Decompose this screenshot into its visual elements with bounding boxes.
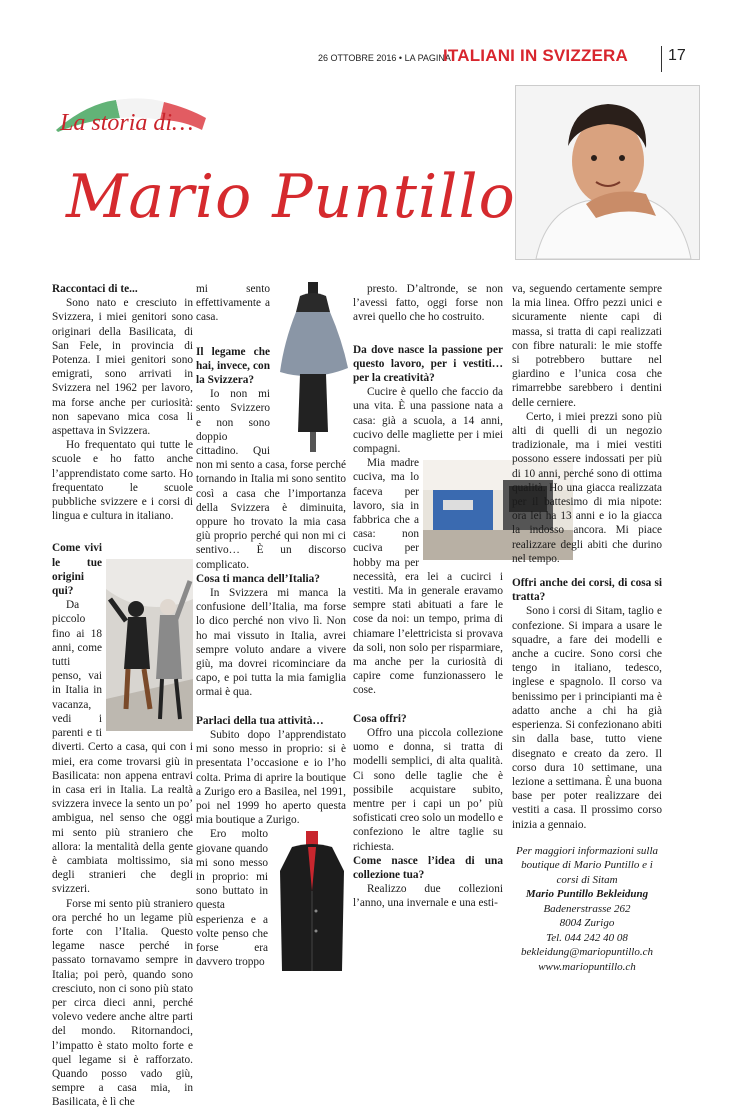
info-intro: Per maggiori informazioni sulla boutique di Mario Puntillo e i corsi di Sitam (515, 844, 659, 886)
question-heading: Cosa ti manca dell’Italia? (196, 572, 320, 585)
paragraph: presto. D’altronde, se non l’avessi fatto, oggi forse non avrei quello che ho costruito. (353, 283, 503, 324)
column-1 (52, 282, 193, 1110)
question-heading: Come nasce l’idea di una collezione tua? (353, 854, 503, 881)
paragraph: Offro una piccola collezione uomo e donna, si tratta di modelli semplici, di alta qualità. Ci sono delle taglie che è possibile acquistare subito, mentre per i capi un po’ più sofisticati creo solo un modello e confeziono le altre taglie su richiesta. (353, 726, 503, 853)
header-publication: LA PAGINA (404, 53, 451, 63)
paragraph: mi sento effettivamente a casa. (196, 283, 270, 324)
info-city: 8004 Zurigo (559, 917, 615, 930)
column-2 (196, 282, 346, 981)
header-section: ITALIANI IN SVIZZERA (443, 46, 629, 65)
dancers-photo (106, 559, 193, 731)
paragraph: In Svizzera mi manca la confusione dell’Italia, ma forse lo dico perché non vivo lì. Non ho mai vissuto in Italia, avrei sempre voluto andare a vivere giù, ma dovrei ricominciare da capo, e poi tutta la mia famiglia ormai è qua. (196, 587, 346, 699)
question-heading: Come vivi le tue origini qui? (52, 542, 102, 598)
paragraph: Forse mi sento più straniero ora perché ho un legame più forte con l’Italia. Questo legame nasce perché in passato tornavamo sempre in Italia; poi però, quando sono cresciuto, non ci sono più stato per circa dieci anni, perché volevo vedere anche altre parti del mondo. Ritornandoci, l’impatto è stato molto forte e quel legame si è rafforzato. Quando posso vado giù, sempre a casa mia, in Basilicata, è lì che (52, 897, 193, 1109)
paragraph: Cucire è quello che faccio da una vita. È una passione nata a casa: già a scuola, a 14 anni, cucivo delle magliette per i miei compagni. (353, 386, 503, 456)
header-date-line (318, 53, 451, 63)
info-company: Mario Puntillo Bekleidung (525, 888, 649, 901)
info-website-link[interactable]: www.mariopuntillo.ch (538, 960, 636, 973)
paragraph: va, seguendo certamente sempre la mia linea. Offro pezzi unici e sicuramente niente capi di massa, si tratta di capi realizzati con fibre naturali: le mie stoffe si potrebbero buttare nel giardino e l’unica cosa che rimarrebbe sarebbero i dentini delle cerniere. (512, 283, 662, 409)
paragraph: Sono i corsi di Sitam, taglio e confezione. Si impara a usare le squadre, a fare dei modelli e anche a cucire. Sono corsi che tengo in italiano, tedesco, inglese e spagnolo. Il corso va benissimo per i principianti ma è adatto anche a chi ha già esperienza. Si confezionano abiti sin dalla base, tutto viene disegnato e creato da zero. Il corso dura 10 settimane, una lezione a settimana. È una buona base per poter realizzare dei vestiti a casa. Il prossimo corso inizia a gennaio. (512, 605, 662, 831)
question-heading: Il legame che hai, invece, con la Svizzera? (196, 345, 270, 387)
info-email-link[interactable]: bekleidung@mariopuntillo.ch (520, 946, 654, 959)
question-heading: Parlaci della tua attività… (196, 714, 324, 727)
paragraph: Sono nato e cresciuto in Svizzera, i miei genitori sono originari della Basilicata, di San Fele, in provincia di Potenza. I miei genitori sono emigrati, sono arrivati in Svizzera nel 1962 per lavoro, ma forse anche per curiosità: non sapevano mica cosa li aspettava in Svizzera. (52, 297, 193, 438)
question-heading: Cosa offri? (353, 712, 407, 725)
header-bullet: • (398, 53, 403, 63)
info-street: Badenerstrasse 262 (543, 902, 631, 915)
kicker-title: La storia di… (60, 110, 194, 136)
contact-info-box (512, 844, 662, 975)
paragraph: Realizzo due collezioni l’anno, una invernale e una esti- (353, 883, 503, 910)
column-3 (353, 282, 503, 911)
paragraph: Subito dopo l’apprendistato mi sono messo in proprio: si è presentata l’occasione e io l’ho colta. Prima di aprire la boutique a Zurigo ero a Basilea, nel 1991, poi nel 1999 ho aperto questa mia boutique a Zurigo. (196, 728, 346, 827)
main-title: Mario Puntillo (66, 162, 516, 232)
paragraph: Ho frequentato qui tutte le scuole e ho fatto anche l’apprendistato come sarto. Ho frequentato le scuole pubbliche svizzere e i corsi di lingua e cultura in italiano. (52, 439, 193, 523)
info-phone: Tel. 044 242 40 08 (546, 931, 628, 944)
question-heading: Da dove nasce la passione per questo lavoro, per i vestiti… per la creatività? (353, 343, 503, 385)
column-4 (512, 282, 662, 974)
paragraph: Mia madre cuciva, ma lo faceva per lavoro, sia in fabbrica che a casa: non cuciva per hobby ma per necessità, era lei a cucirci i vestiti. Ma in generale eravamo sempre stati abituati a fare le cose da noi: un tempo, prima di chiamare l’elettricista si provava da soli, non solo per risparmiare, ma anche per la curiosità di capire come funzionassero le cose. (353, 457, 503, 697)
paragraph: Da piccolo fino ai 18 anni, come tutti penso, vai in Italia in vacanza, vedi i parenti e ti diverti. Certo a casa, qui con i miei, era come trovarsi giù in Basilicata: non appena entravi in casa eri in Italia. La realtà svizzera invece la sento un po’ ambigua, nel senso che oggi mi sento più straniero che allora: la mentalità della gente è cambiata moltissimo, sia degli stranieri che degli svizzeri. (52, 599, 193, 896)
paragraph: Io non mi sento Svizzero e non sono doppio cittadino. Qui non mi sento a casa, forse perché tornando in Italia mi sono sentito così a casa che l’importanza della Svizzera è diminuita, oppure ho trovato la mia casa giù proprio perché qui non mi ci sentivo… È un discorso complicato. (196, 388, 346, 571)
portrait-photo (515, 85, 700, 260)
question-heading: Offri anche dei corsi, di cosa si tratta? (512, 577, 662, 604)
page-number: 17 (668, 47, 686, 64)
paragraph: Certo, i miei prezzi sono più alti di quelli di un negozio tradizionale, ma i miei vestiti possono essere indossati per più di 10 anni, perché sono di ottima qualità. Ho una giacca realizzata per il battesimo di mia nipote: ora lei ha 13 anni e io la giacca la indosso ancora. Mi piace realizzare degli abiti che durino nel tempo. (512, 410, 662, 565)
question-heading: Raccontaci di te... (52, 283, 138, 295)
cape-garment-photo (274, 282, 352, 452)
paragraph: Ero molto giovane quando mi sono messo in proprio: mi sono buttato in questa esperienza e a volte penso che forse era davvero troppo (196, 828, 268, 969)
header-date: 26 OTTOBRE 2016 (318, 53, 397, 63)
jacket-garment-photo (272, 831, 352, 981)
header-divider (661, 46, 662, 72)
